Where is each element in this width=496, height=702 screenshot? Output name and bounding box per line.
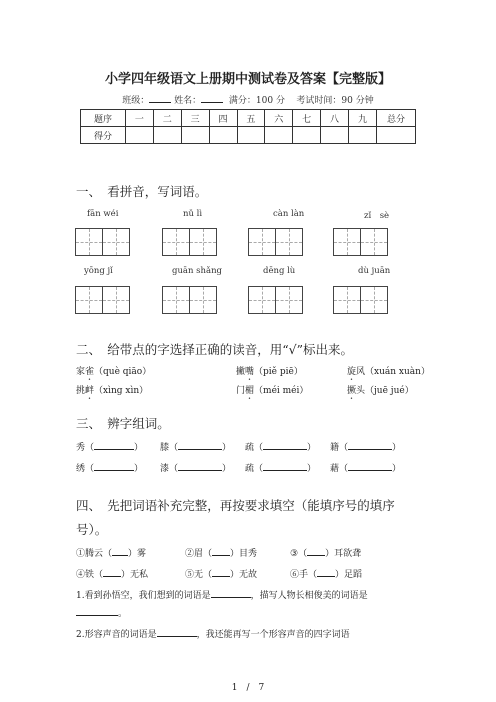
writing-grid[interactable]: [248, 228, 302, 256]
idiom-item[interactable]: [185, 567, 257, 580]
score-input-cell[interactable]: [349, 127, 377, 144]
pinyin-label: fān wéi: [87, 209, 119, 219]
item-options: （xìng xìn）: [94, 386, 149, 396]
question-text: ，我还能再写一个形容声音的四字词语: [196, 630, 350, 640]
writing-grid[interactable]: [75, 286, 129, 314]
score-cell: 七: [293, 110, 321, 127]
score-cell: 八: [321, 110, 349, 127]
dotted-char: 嘴: [245, 367, 255, 377]
grid-cell[interactable]: [360, 228, 388, 256]
section-1-heading: 一、 看拼音，写词语。: [76, 184, 208, 199]
score-cell: 二: [153, 110, 181, 127]
idiom-post: ）无私: [121, 570, 149, 580]
idiom-post: ）足蹈: [335, 570, 363, 580]
reading-item[interactable]: [347, 364, 430, 383]
grid-cell[interactable]: [333, 228, 361, 256]
paren: （: [254, 443, 264, 453]
score-cell: 题序: [81, 110, 126, 127]
idiom-pre: ⑤无（: [185, 570, 213, 580]
score-cell: 九: [349, 110, 377, 127]
char: 藉: [330, 464, 340, 474]
score-input-cell[interactable]: [209, 127, 237, 144]
name-blank[interactable]: [201, 94, 223, 103]
score-cell: 五: [237, 110, 265, 127]
pinyin-label: dēng lù: [263, 266, 296, 276]
item-text: 门: [236, 386, 246, 396]
dotted-char: 雀: [85, 367, 95, 377]
score-cell: 四: [209, 110, 237, 127]
char: 膝: [160, 443, 170, 453]
paren: （: [169, 443, 179, 453]
score-cell: 三: [181, 110, 209, 127]
item-options: （què qiāo）: [94, 367, 152, 377]
paren: （: [85, 464, 95, 474]
question-text: 1.看到孙悟空，我们想到的词语是: [76, 591, 211, 601]
score-input-cell[interactable]: [293, 127, 321, 144]
name-label: 姓名：: [174, 96, 202, 106]
answer-blank[interactable]: [211, 589, 251, 598]
page-number: 1 / 7: [231, 683, 265, 693]
reading-item[interactable]: [347, 383, 414, 402]
reading-item[interactable]: [76, 364, 151, 383]
paren: ）: [222, 464, 232, 474]
idiom-post: ）目秀: [230, 549, 258, 559]
score-table: [80, 109, 416, 144]
answer-blank[interactable]: [76, 607, 118, 616]
idiom-post: ）耳欲聋: [325, 549, 362, 559]
grid-cell[interactable]: [275, 286, 303, 314]
word-group-item[interactable]: [160, 440, 231, 453]
reading-item[interactable]: [236, 364, 303, 383]
paren: （: [339, 443, 349, 453]
writing-grid[interactable]: [162, 228, 216, 256]
word-group-item[interactable]: [330, 440, 401, 453]
class-label: 班级：: [122, 96, 150, 106]
word-group-item[interactable]: [245, 461, 316, 474]
question-1-cont: [76, 606, 127, 619]
grid-cell[interactable]: [360, 286, 388, 314]
question-2: [76, 627, 350, 640]
pinyin-label: dù juān: [358, 266, 391, 276]
score-input-cell[interactable]: [126, 127, 154, 144]
char: 秀: [76, 443, 86, 453]
grid-cell[interactable]: [75, 228, 103, 256]
idiom-pre: ⑥手（: [290, 570, 318, 580]
answer-blank[interactable]: [178, 462, 222, 471]
reading-item[interactable]: [76, 383, 148, 402]
score-cell: 总分: [377, 110, 416, 127]
answer-blank[interactable]: [212, 568, 230, 577]
dotted-char: 旋: [347, 367, 357, 377]
section-4-heading-cont: 号）。: [76, 522, 108, 537]
writing-grid[interactable]: [248, 286, 302, 314]
paren: （: [254, 464, 264, 474]
writing-grid[interactable]: [75, 228, 129, 256]
grid-cell[interactable]: [75, 286, 103, 314]
section-2-heading: 二、 给带点的字选择正确的读音，用“√”标出来。: [76, 342, 353, 357]
page-title: 小学四年级语文上册期中测试卷及答案【完整版】: [104, 72, 391, 87]
writing-grid[interactable]: [333, 286, 387, 314]
question-1: [76, 588, 368, 601]
char: 漆: [160, 464, 170, 474]
answer-blank[interactable]: [157, 628, 197, 637]
answer-blank[interactable]: [263, 441, 307, 450]
pinyin-label: zǐ sè: [364, 211, 390, 221]
item-options: 头（juē jué）: [356, 386, 414, 396]
full-score: 满分：100 分: [228, 96, 285, 106]
grid-cell[interactable]: [275, 228, 303, 256]
grid-cell[interactable]: [162, 286, 190, 314]
grid-cell[interactable]: [189, 286, 217, 314]
writing-grid[interactable]: [162, 286, 216, 314]
reading-item[interactable]: [236, 383, 308, 402]
paren: ）: [392, 443, 402, 453]
item-text: 家: [76, 367, 86, 377]
question-text: 2.形容声音的词语是: [76, 630, 157, 640]
answer-blank[interactable]: [307, 547, 325, 556]
grid-cell[interactable]: [333, 286, 361, 314]
pinyin-label: nǔ lì: [183, 209, 203, 219]
char: 疏: [245, 443, 255, 453]
paren: （: [339, 464, 349, 474]
pinyin-label: guān shǎng: [172, 266, 222, 276]
score-input-cell[interactable]: [181, 127, 209, 144]
score-input-cell[interactable]: [321, 127, 349, 144]
item-options: （méi méi）: [254, 386, 309, 396]
answer-blank[interactable]: [317, 568, 335, 577]
exam-info: [0, 93, 496, 106]
score-input-cell[interactable]: [237, 127, 265, 144]
pinyin-label: yōng jǐ: [84, 266, 113, 276]
answer-blank[interactable]: [348, 441, 392, 450]
answer-blank[interactable]: [212, 547, 230, 556]
grid-cell[interactable]: [189, 228, 217, 256]
dotted-char: 楣: [245, 386, 255, 396]
idiom-post: ）无故: [230, 570, 258, 580]
word-group-item[interactable]: [76, 461, 143, 474]
paren: ）: [392, 464, 402, 474]
exam-time: 考试时间：90 分钟: [296, 96, 374, 106]
idiom-pre: ①腾云（: [76, 549, 113, 559]
word-group-item[interactable]: [245, 440, 316, 453]
score-table-score-row: [81, 127, 416, 144]
answer-blank[interactable]: [348, 462, 392, 471]
idiom-post: ）雾: [128, 549, 147, 559]
question-text: 。: [118, 609, 128, 619]
paren: ）: [134, 464, 144, 474]
score-input-cell[interactable]: [377, 127, 416, 144]
grid-cell[interactable]: [162, 228, 190, 256]
char: 籍: [330, 443, 340, 453]
item-options: （piě piē）: [254, 367, 303, 377]
idiom-item[interactable]: [185, 546, 257, 559]
pinyin-label: càn làn: [273, 209, 305, 219]
score-cell: 六: [265, 110, 293, 127]
grid-cell[interactable]: [102, 228, 130, 256]
paren: ）: [222, 443, 232, 453]
question-text: ，描写人物长相俊美的词语是: [250, 591, 368, 601]
dotted-char: 衅: [85, 386, 95, 396]
idiom-pre: ③（: [290, 549, 308, 559]
paren: ）: [134, 443, 144, 453]
paren: ）: [307, 464, 317, 474]
dotted-char: 撅: [347, 386, 357, 396]
idiom-pre: ④铁（: [76, 570, 104, 580]
idiom-item[interactable]: [76, 546, 146, 559]
paren: （: [169, 464, 179, 474]
writing-grid[interactable]: [333, 228, 387, 256]
answer-blank[interactable]: [112, 547, 128, 556]
word-group-item[interactable]: [330, 461, 401, 474]
idiom-pre: ②眉（: [185, 549, 213, 559]
idiom-item[interactable]: [76, 567, 148, 580]
answer-blank[interactable]: [178, 441, 222, 450]
grid-cell[interactable]: [248, 286, 276, 314]
answer-blank[interactable]: [263, 462, 307, 471]
grid-cell[interactable]: [102, 286, 130, 314]
section-4-heading: 四、 先把词语补充完整，再按要求填空（能填序号的填序: [76, 498, 395, 513]
section-3-heading: 三、 辨字组词。: [76, 416, 170, 431]
idiom-item[interactable]: [290, 546, 361, 559]
grid-cell[interactable]: [248, 228, 276, 256]
answer-blank[interactable]: [94, 462, 134, 471]
class-blank[interactable]: [149, 94, 171, 103]
paren: （: [85, 443, 95, 453]
item-options: 风（xuán xuàn）: [356, 367, 430, 377]
char: 绣: [76, 464, 86, 474]
item-text: 挑: [76, 386, 86, 396]
score-row-label: 得分: [81, 127, 126, 144]
answer-blank[interactable]: [94, 441, 134, 450]
score-input-cell[interactable]: [153, 127, 181, 144]
score-cell: 一: [126, 110, 154, 127]
idiom-item[interactable]: [290, 567, 362, 580]
score-table-header-row: [81, 110, 416, 127]
item-text: 撇: [236, 367, 246, 377]
word-group-item[interactable]: [160, 461, 231, 474]
word-group-item[interactable]: [76, 440, 143, 453]
answer-blank[interactable]: [103, 568, 121, 577]
paren: ）: [307, 443, 317, 453]
char: 疏: [245, 464, 255, 474]
score-input-cell[interactable]: [265, 127, 293, 144]
